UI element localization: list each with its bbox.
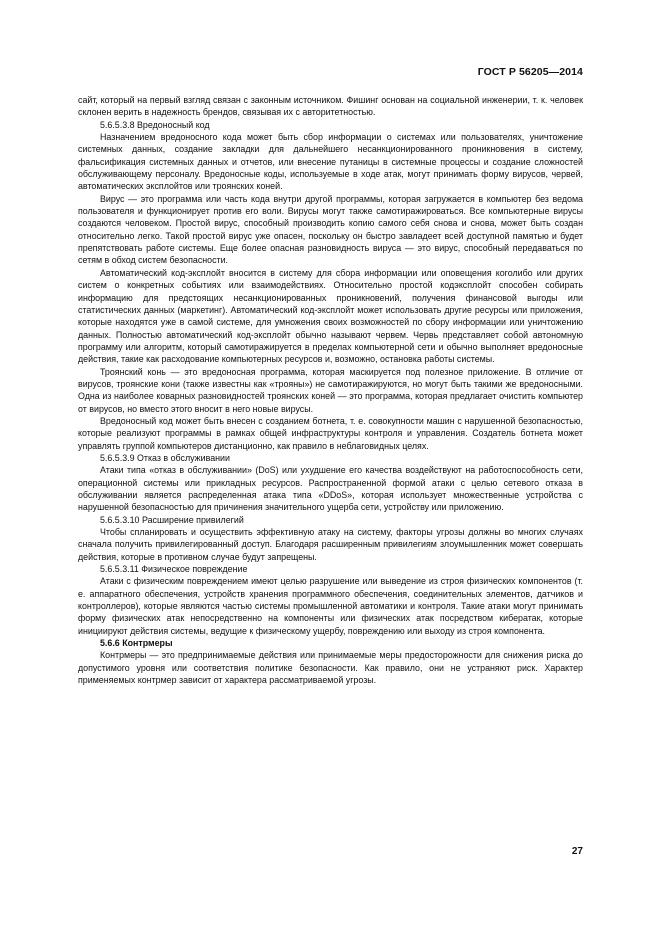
paragraph: Чтобы спланировать и осуществить эффективную атаку на систему, факторы угрозы должны во многих случаях сначала получить привилегированный доступ. Благодаря расширенным привилегиям злоумышленник может совершать действия, которые в противном случае будут запрещены. [78,527,583,562]
paragraph: Назначением вредоносного кода может быть сбор информации о системах или пользователях, уничтожение системных данных, создание закладки для дальнейшего несанкционированного проникновения в систему, фальсификация системных данных и отчетов, или внесение путаницы в системные процессы и создание сложностей обслуживающему персоналу. Вредоносные коды, используемые в ходе атак, могут принимать форму вирусов, червей, автоматических эксплойтов или троянских коней. [78,132,583,192]
section-heading: 5.6.5.3.9 Отказ в обслуживании [100,452,230,463]
paragraph: Троянский конь — это вредоносная программа, которая маскируется под полезное приложение. В отличие от вирусов, троянские кони (также известны как «трояны») не самотиражируются, но могут быть такими же вредоносными. Одна из наиболее коварных разновидностей троянских коней — это программа, которая предлагает очистить компьютер от вирусов, но вместо этого вносит в него новые вирусы. [78,366,583,414]
document-header: ГОСТ Р 56205—2014 [477,66,583,78]
paragraph: Вредоносный код может быть внесен с созданием ботнета, т. е. совокупности машин с нарушенной безопасностью, которые реализуют программы в рамках общей инфраструктуры контроля и управления. Создатель ботнета может управлять группой компьютеров дистанционно, как правило в неблаговидных целях. [78,415,583,451]
section-heading: 5.6.5.3.11 Физическое повреждение [100,564,248,575]
section-heading: 5.6.5.3.8 Вредоносный код [100,119,210,130]
page-number: 27 [571,846,583,857]
paragraph: Атаки с физическим повреждением имеют целью разрушение или выведение из строя физических компонентов (т. е. аппаратного обеспечения, устройств хранения программного обеспечения, соединительных элементов, датчиков и контроллеров), которые являются частью системы промышленной автоматики и контроля. Такие атаки могут принимать форму физических атак непосредственно на компоненты или физических атак посредством кибератак, которые инициируют действия системы, ведущие к физическому ущербу, повреждению или выходу из строя компонента. [78,576,583,636]
paragraph: сайт, который на первый взгляд связан с законным источником. Фишинг основан на социальной инженерии, т. к. человек склонен верить в надежность брендов, связывая их с авторитетностью. [78,95,583,118]
paragraph: Вирус — это программа или часть кода внутри другой программы, которая загружается в компьютер без ведома пользователя и функционирует против его воли. Вирусы могут также самотиражироваться. Все компьютерные вирусы создаются человеком. Простой вирус, способный производить копию самого себя снова и снова, может быть создан относительно легко. Такой простой вирус уже опасен, поскольку он быстро завладеет всей доступной памятью и будет препятствовать работе системы. Еще более опасная разновидность вируса — это вирус, способный передаваться по сетям в обход систем безопасности. [78,193,583,266]
paragraph: Автоматический код-эксплойт вносится в систему для сбора информации или оповещения коголибо или других систем о конкретных событиях или взаимодействиях. Относительно простой кодэксплойт способен собирать информацию для предстоящих несанкционированных проникновений, получения финансовой выгоды или статистических данных (маркетинг). Автоматический код-эксплойт может использовать другие ресурсы или приложения, которые находятся уже в самой системе, для умножения своих возможностей по сбору информации или уничтожению данных. Полностью автоматический код-эксплойт обычно называют червем. Червь представляет собой автономную программу или алгоритм, который самотиражируется в пределах компьютерной сети и обычно выполняет вредоносные действия, такие как расходование компьютерных ресурсов и, возможно, остановка работы системы. [78,267,583,365]
paragraph: Атаки типа «отказ в обслуживании» (DoS) или ухудшение его качества воздействуют на работоспособность сети, операционной системы или прикладных ресурсов. Распространенной формой атаки с целью сетевого отказа в обслуживании является распределенная атака типа «DDoS», которая использует множественные устройства с нарушенной безопасностью для причинения значительного ущерба сети, устройству или приложению. [78,465,583,513]
document-body [78,94,583,687]
paragraph: Контрмеры — это предпринимаемые действия или принимаемые меры предосторожности для снижения риска до допустимого уровня или соответствия политике безопасности. Как правило, они не устраняют риск. Характер применяемых контрмер зависит от характера рассматриваемой угрозы. [78,650,583,686]
section-heading: 5.6.5.3.10 Расширение привилегий [100,514,244,525]
section-heading-bold: 5.6.6 Контрмеры [100,638,173,649]
